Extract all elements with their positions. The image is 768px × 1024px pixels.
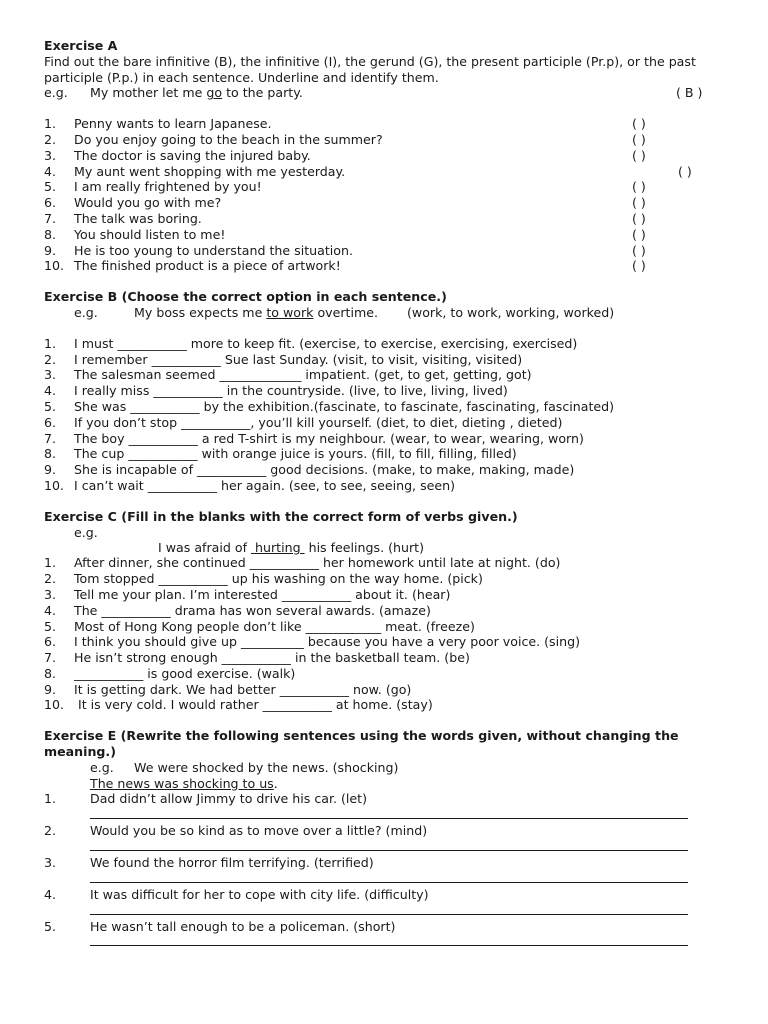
item-text: Tell me your plan. I’m interested ___________ about it. (hear): [74, 586, 451, 602]
answer-bracket: ( ): [632, 195, 646, 211]
list-item: [44, 919, 724, 935]
item-text: The cup ___________ with orange juice is yours. (fill, to fill, filling, filled): [74, 446, 517, 462]
item-text: My aunt went shopping with me yesterday.: [74, 163, 346, 179]
answer-line[interactable]: [44, 871, 724, 887]
item-text: The boy ___________ a red T-shirt is my neighbour. (wear, to wear, wearing, worn): [74, 430, 584, 446]
answer-bracket: ( ): [632, 147, 646, 163]
list-item: [44, 195, 724, 211]
item-text: The finished product is a piece of artwork!: [74, 258, 341, 274]
answer-bracket: ( ): [632, 131, 646, 147]
example-text-end: overtime.: [313, 304, 378, 320]
exercise-c-list: [44, 555, 724, 713]
item-number: 4.: [44, 602, 57, 618]
item-number: 2.: [44, 351, 57, 367]
item-text: I am really frightened by you!: [74, 179, 262, 195]
item-text: I must ___________ more to keep fit. (exercise, to exercise, exercising, exercised): [74, 335, 578, 351]
list-item: [44, 164, 724, 180]
exercise-a-title: Exercise A: [44, 38, 118, 53]
item-number: 1.: [44, 791, 57, 807]
item-number: 9.: [44, 462, 57, 478]
item-number: 8.: [44, 446, 57, 462]
item-text: I really miss ___________ in the countryside. (live, to live, living, lived): [74, 383, 508, 399]
list-item: [44, 682, 724, 698]
example-answer-end: .: [273, 775, 278, 791]
example-answer: The news was shocking to us: [90, 775, 274, 791]
example-text: I was afraid of: [158, 540, 252, 556]
item-text: I think you should give up __________ because you have a very poor voice. (sing): [74, 634, 580, 650]
item-text: He isn’t strong enough ___________ in the basketball team. (be): [74, 650, 470, 666]
list-item: [44, 132, 724, 148]
list-item: [44, 258, 724, 274]
item-number: 5.: [44, 179, 57, 195]
item-number: 2.: [44, 131, 57, 147]
list-item: [44, 179, 724, 195]
example-answer: ( B ): [676, 85, 703, 101]
item-text: Penny wants to learn Japanese.: [74, 116, 272, 132]
answer-bracket: ( ): [632, 258, 646, 274]
item-number: 4.: [44, 383, 57, 399]
item-text: Do you enjoy going to the beach in the summer?: [74, 131, 383, 147]
list-item: [44, 650, 724, 666]
item-number: 9.: [44, 242, 57, 258]
list-item: [44, 148, 724, 164]
item-text: We found the horror film terrifying. (terrified): [90, 855, 374, 871]
item-number: 10.: [44, 697, 65, 713]
item-number: 1.: [44, 116, 57, 132]
item-text: Dad didn’t allow Jimmy to drive his car. (let): [90, 791, 368, 807]
answer-bracket: ( ): [632, 226, 646, 242]
list-item: [44, 555, 724, 571]
item-number: 3.: [44, 855, 57, 871]
answer-bracket: ( ): [632, 116, 646, 132]
example-label: e.g.: [74, 304, 98, 320]
item-text: After dinner, she continued ___________ her homework until late at night. (do): [74, 555, 561, 571]
item-number: 7.: [44, 210, 57, 226]
item-number: 8.: [44, 226, 57, 242]
example-text-end: his feelings. (hurt): [304, 540, 425, 556]
item-number: 8.: [44, 665, 57, 681]
exercise-e-title: Exercise E (Rewrite the following sentences using the words given, without changing the meaning.): [44, 728, 679, 760]
example-options: (work, to work, working, worked): [407, 304, 615, 320]
item-text: Tom stopped ___________ up his washing on the way home. (pick): [74, 571, 483, 587]
example-underlined-word: to work: [266, 304, 314, 320]
item-number: 7.: [44, 650, 57, 666]
item-text: I can’t wait ___________ her again. (see, to see, seeing, seen): [74, 477, 456, 493]
item-number: 10.: [44, 258, 65, 274]
exercise-a-instruction: Find out the bare infinitive (B), the infinitive (I), the gerund (G), the present participle (Pr.p), or the past participle (P.p.) in each sentence. Underline and identify them.: [44, 53, 696, 85]
list-item: [44, 227, 724, 243]
exercise-e-list: [44, 791, 724, 950]
exercise-a-example: [44, 85, 724, 101]
list-item: [44, 634, 724, 650]
item-number: 4.: [44, 163, 57, 179]
answer-line[interactable]: [44, 903, 724, 919]
answer-line[interactable]: [44, 934, 724, 950]
item-text: Would you be so kind as to move over a little? (mind): [90, 823, 428, 839]
list-item: [44, 666, 724, 682]
list-item: [44, 587, 724, 603]
item-text: He is too young to understand the situation.: [74, 242, 353, 258]
list-item: [44, 855, 724, 871]
item-number: 9.: [44, 681, 57, 697]
list-item: [44, 887, 724, 903]
item-number: 5.: [44, 398, 57, 414]
exercise-a-list: [44, 116, 724, 274]
item-number: 5.: [44, 918, 57, 934]
list-item: [44, 823, 724, 839]
answer-bracket: ( ): [632, 210, 646, 226]
item-text: Would you go with me?: [74, 195, 222, 211]
example-label: e.g.: [74, 524, 98, 540]
list-item: [44, 791, 724, 807]
item-text: The salesman seemed _____________ impatient. (get, to get, getting, got): [74, 367, 532, 383]
list-item: [44, 383, 724, 399]
example-label: e.g.: [90, 759, 114, 775]
item-text: You should listen to me!: [74, 226, 226, 242]
answer-bracket: ( ): [632, 179, 646, 195]
item-number: 5.: [44, 618, 57, 634]
item-text: I remember ___________ Sue last Sunday. (visit, to visit, visiting, visited): [74, 351, 523, 367]
item-text: It is getting dark. We had better ___________ now. (go): [74, 681, 412, 697]
item-text: Most of Hong Kong people don’t like ____________ meat. (freeze): [74, 618, 475, 634]
list-item: [44, 336, 724, 352]
exercise-c-title: Exercise C (Fill in the blanks with the correct form of verbs given.): [44, 508, 518, 524]
list-item: [44, 367, 724, 383]
item-text: She was ___________ by the exhibition.(fascinate, to fascinate, fascinating, fascinated): [74, 398, 615, 414]
example-underlined-word: go: [206, 85, 223, 101]
answer-line[interactable]: [44, 807, 724, 823]
example-underlined-word: hurting: [251, 540, 305, 556]
exercise-b-list: [44, 336, 724, 494]
item-number: 4.: [44, 886, 57, 902]
item-number: 6.: [44, 634, 57, 650]
exercise-b-example: [44, 305, 724, 321]
item-number: 1.: [44, 335, 57, 351]
item-number: 1.: [44, 555, 57, 571]
example-text: My mother let me: [90, 85, 207, 101]
item-number: 3.: [44, 586, 57, 602]
exercise-e-example-answer: [44, 776, 724, 792]
item-text: The doctor is saving the injured baby.: [74, 147, 311, 163]
example-label: e.g.: [44, 85, 68, 101]
list-item: [44, 415, 724, 431]
answer-bracket: ( ): [632, 242, 646, 258]
item-text: If you don’t stop ___________, you’ll kill yourself. (diet, to diet, dieting , dieted): [74, 414, 563, 430]
item-text: ___________ is good exercise. (walk): [74, 665, 296, 681]
exercise-b-title: Exercise B (Choose the correct option in each sentence.): [44, 289, 447, 305]
item-text: He wasn’t tall enough to be a policeman. (short): [90, 918, 396, 934]
item-text: The ___________ drama has won several awards. (amaze): [74, 602, 431, 618]
item-number: 6.: [44, 414, 57, 430]
item-text: It was difficult for her to cope with city life. (difficulty): [90, 886, 429, 902]
list-item: [44, 446, 724, 462]
list-item: [44, 619, 724, 635]
list-item: [44, 603, 724, 619]
list-item: [44, 697, 724, 713]
item-number: 3.: [44, 147, 57, 163]
item-text: She is incapable of ___________ good decisions. (make, to make, making, made): [74, 462, 575, 478]
list-item: [44, 211, 724, 227]
answer-line[interactable]: [44, 839, 724, 855]
example-text: We were shocked by the news. (shocking): [134, 759, 399, 775]
item-text: It is very cold. I would rather ___________ at home. (stay): [74, 697, 433, 713]
example-text-end: to the party.: [222, 85, 303, 101]
list-item: [44, 399, 724, 415]
item-number: 7.: [44, 430, 57, 446]
item-number: 6.: [44, 195, 57, 211]
list-item: [44, 116, 724, 132]
list-item: [44, 462, 724, 478]
list-item: [44, 431, 724, 447]
list-item: [44, 571, 724, 587]
worksheet: [44, 38, 724, 950]
list-item: [44, 352, 724, 368]
item-number: 2.: [44, 823, 57, 839]
list-item: [44, 478, 724, 494]
list-item: [44, 243, 724, 259]
item-text: The talk was boring.: [74, 210, 202, 226]
example-text: My boss expects me: [134, 304, 267, 320]
answer-bracket: ( ): [678, 163, 692, 179]
item-number: 2.: [44, 571, 57, 587]
item-number: 10.: [44, 477, 65, 493]
exercise-c-example: [44, 524, 724, 556]
exercise-e-example: [44, 760, 724, 776]
item-number: 3.: [44, 367, 57, 383]
